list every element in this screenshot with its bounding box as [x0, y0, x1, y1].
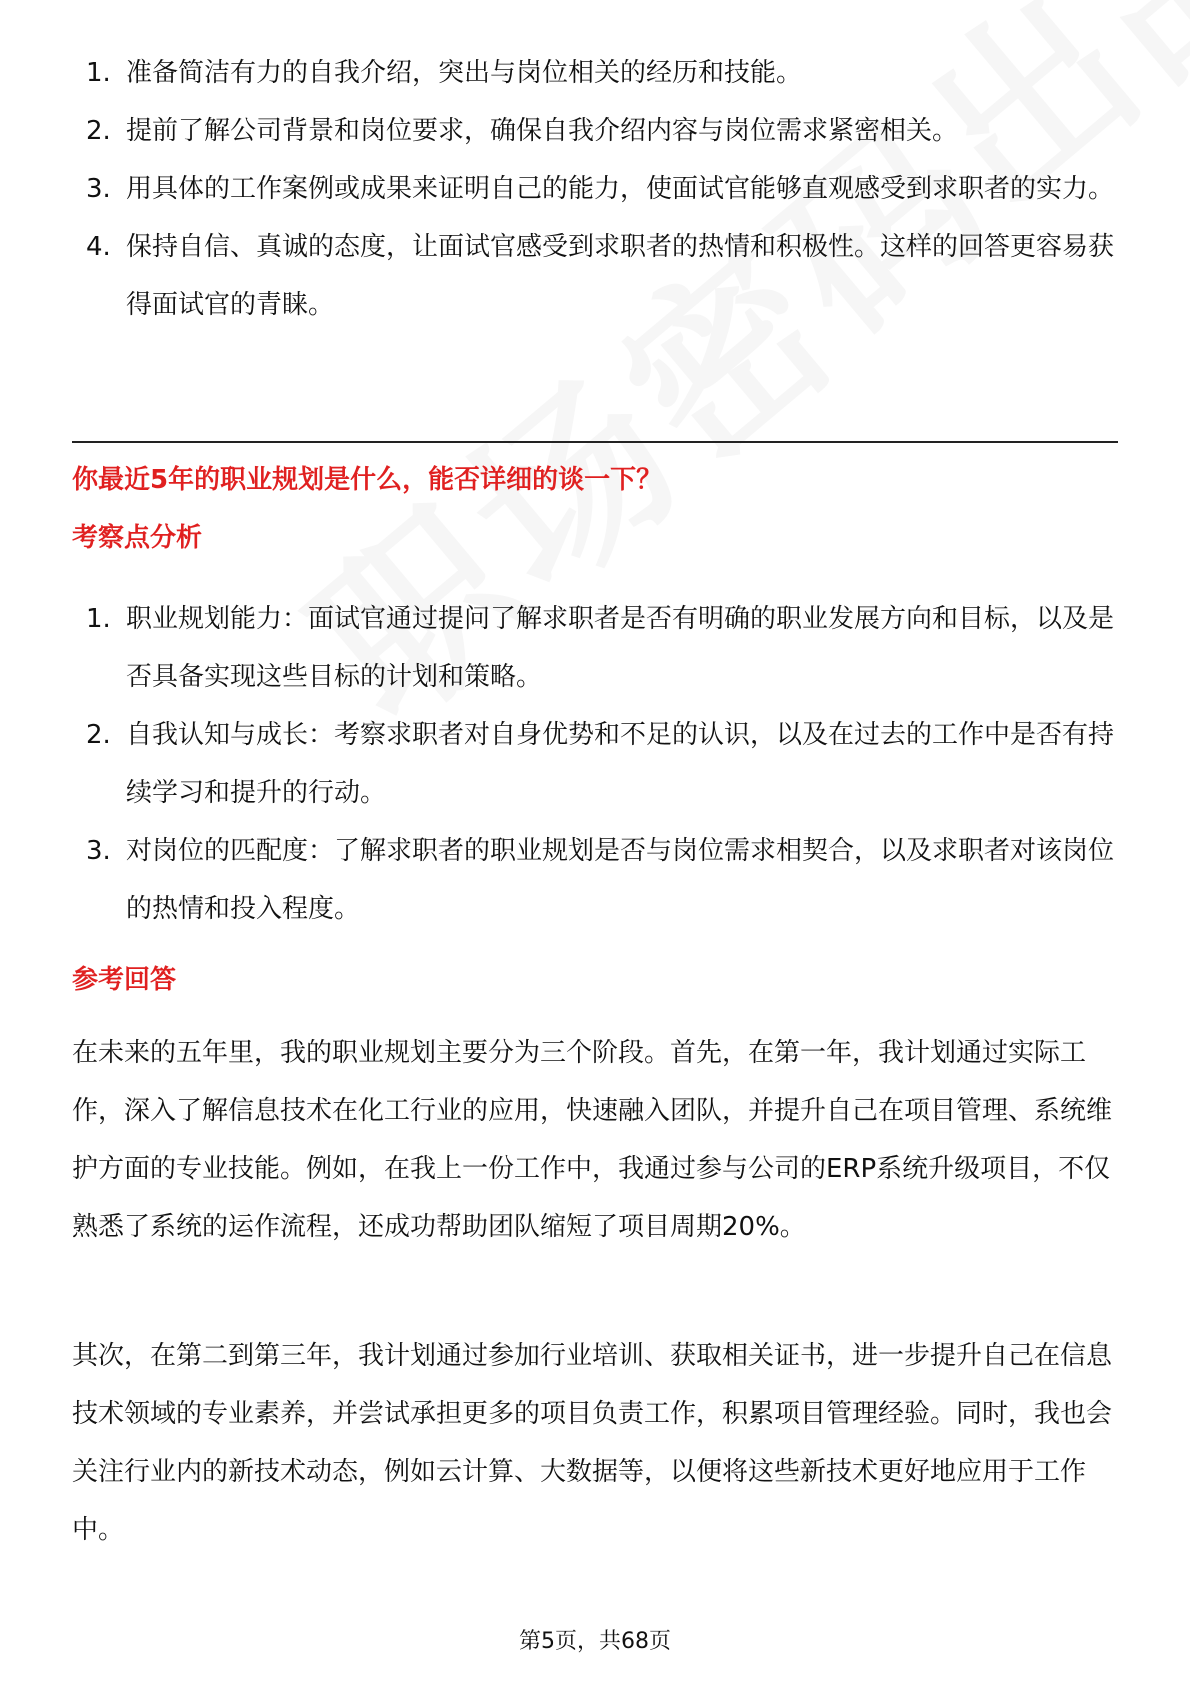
answer-heading: 参考回答	[72, 965, 177, 995]
list-item	[72, 160, 1118, 218]
answer-paragraph: 在未来的五年里，我的职业规划主要分为三个阶段。首先，在第一年，我计划通过实际工作，深入了解信息技术在化工行业的应用，快速融入团队，并提升自己在项目管理、系统维护方面的专业技能。例如，在我上一份工作中，我通过参与公司的ERP系统升级项目，不仅熟悉了系统的运作流程，还成功帮助团队缩短了项目周期20%。	[72, 1038, 1113, 1242]
list-number: 4.	[86, 232, 111, 262]
list-number: 1.	[86, 58, 111, 88]
page-number: 第5页，共68页	[519, 1629, 671, 1654]
list-item	[72, 102, 1118, 160]
list-item-text: 对岗位的匹配度：了解求职者的职业规划是否与岗位需求相契合，以及求职者对该岗位的热情和投入程度。	[126, 836, 1115, 924]
list-item	[72, 44, 1118, 102]
tips-list	[72, 44, 1118, 334]
list-item-text: 职业规划能力：面试官通过提问了解求职者是否有明确的职业发展方向和目标，以及是否具备实现这些目标的计划和策略。	[126, 604, 1115, 692]
list-number: 2.	[86, 116, 111, 146]
list-item	[72, 218, 1118, 334]
list-item	[72, 706, 1118, 822]
list-number: 3.	[86, 836, 111, 866]
section-divider	[72, 441, 1118, 443]
analysis-list	[72, 590, 1118, 938]
analysis-heading: 考察点分析	[72, 523, 203, 553]
list-item	[72, 590, 1118, 706]
list-item-text: 提前了解公司背景和岗位要求，确保自我介绍内容与岗位需求紧密相关。	[126, 116, 959, 146]
list-number: 1.	[86, 604, 111, 634]
answer-paragraph: 其次，在第二到第三年，我计划通过参加行业培训、获取相关证书，进一步提升自己在信息技术领域的专业素养，并尝试承担更多的项目负责工作，积累项目管理经验。同时，我也会关注行业内的新技术动态，例如云计算、大数据等，以便将这些新技术更好地应用于工作中。	[72, 1341, 1113, 1545]
list-item-text: 自我认知与成长：考察求职者对自身优势和不足的认识，以及在过去的工作中是否有持续学习和提升的行动。	[126, 720, 1115, 808]
list-item-text: 用具体的工作案例或成果来证明自己的能力，使面试官能够直观感受到求职者的实力。	[126, 174, 1115, 204]
list-number: 3.	[86, 174, 111, 204]
list-item	[72, 822, 1118, 938]
list-item-text: 保持自信、真诚的态度，让面试官感受到求职者的热情和积极性。这样的回答更容易获得面试官的青睐。	[126, 232, 1115, 320]
list-number: 2.	[86, 720, 111, 750]
interview-question: 你最近5年的职业规划是什么，能否详细的谈一下？	[72, 465, 663, 495]
list-item-text: 准备简洁有力的自我介绍，突出与岗位相关的经历和技能。	[126, 58, 803, 88]
